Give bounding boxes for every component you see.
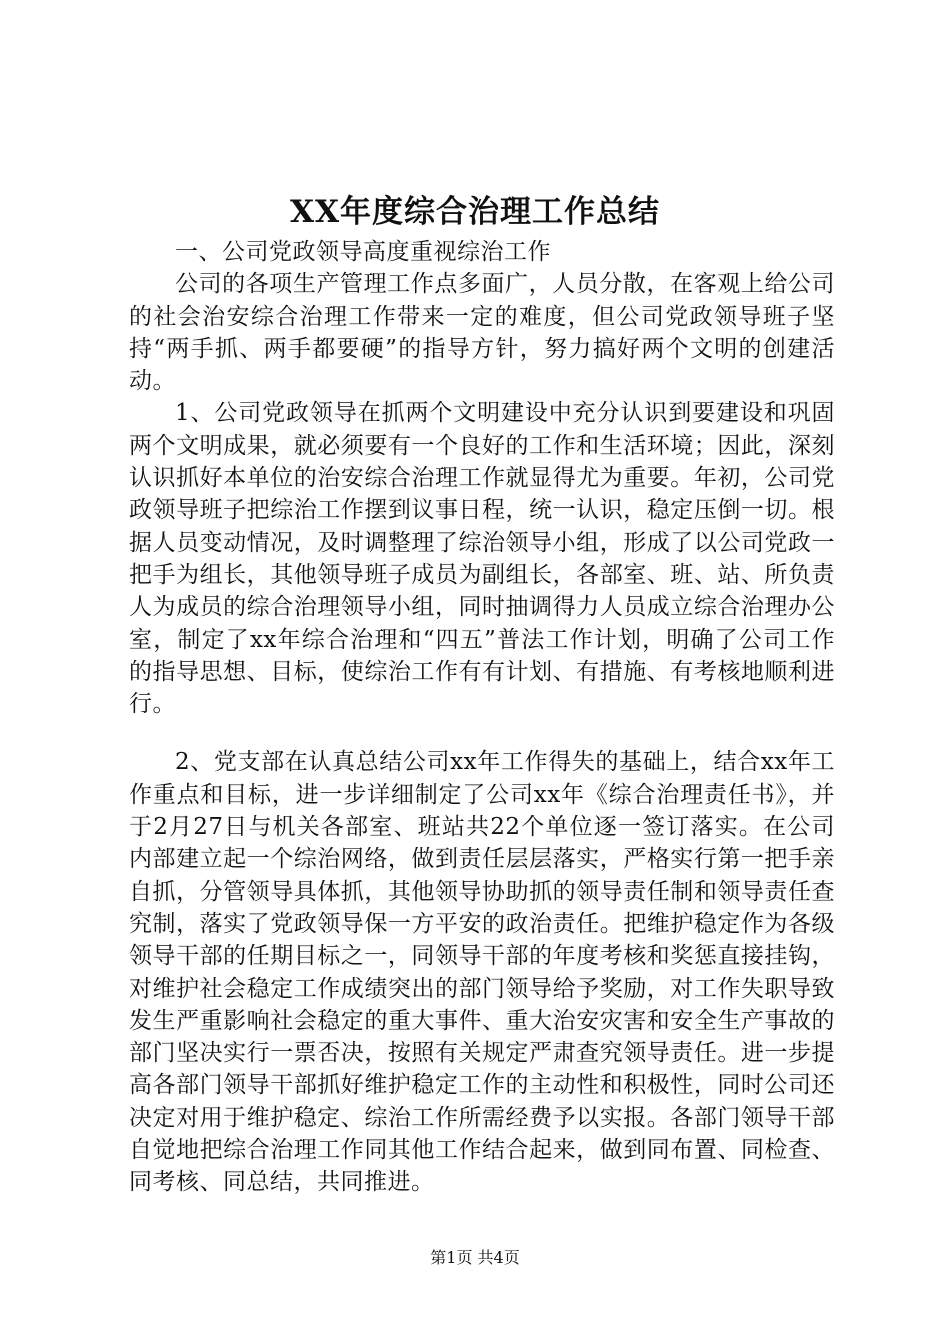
section-heading: 一、公司党政领导高度重视综治工作	[175, 239, 551, 265]
paragraph-item-2: 2、党支部在认真总结公司xx年工作得失的基础上，结合xx年工作重点和目标，进一步详细制定了公司xx年《综合治理责任书》，并于2月27日与机关各部室、班站共22个单位逐一签订落实。在公司内部建立起一个综治网络，做到责任层层落实，严格实行第一把手亲自抓，分管领导具体抓，其他领导协助抓的领导责任制和领导责任查究制，落实了党政领导保一方平安的政治责任。把维护稳定作为各级领导干部的任期目标之一，同领导干部的年度考核和奖惩直接挂钩，对维护社会稳定工作成绩突出的部门领导给予奖励，对工作失职导致发生严重影响社会稳定的重大事件、重大治安灾害和安全生产事故的部门坚决实行一票否决，按照有关规定严肃查究领导责任。进一步提高各部门领导干部抓好维护稳定工作的主动性和积极性，同时公司还决定对用于维护稳定、综治工作所需经费予以实报。各部门领导干部自觉地把综合治理工作同其他工作结合起来，做到同布置、同检查、同考核、同总结，共同推进。	[129, 749, 835, 1196]
paragraph-item-1: 1、公司党政领导在抓两个文明建设中充分认识到要建设和巩固两个文明成果，就必须要有一个良好的工作和生活环境；因此，深刻认识抓好本单位的治安综合治理工作就显得尤为重要。年初，公司党政领导班子把综治工作摆到议事日程，统一认识，稳定压倒一切。根据人员变动情况，及时调整理了综治领导小组，形成了以公司党政一把手为组长，其他领导班子成员为副组长，各部室、班、站、所负责人为成员的综合治理领导小组，同时抽调得力人员成立综合治理办公室，制定了xx年综合治理和“四五”普法工作计划，明确了公司工作的指导思想、目标，使综治工作有有计划、有措施、有考核地顺利进行。	[129, 400, 835, 718]
paragraph-intro: 公司的各项生产管理工作点多面广，人员分散，在客观上给公司的社会治安综合治理工作带来一定的难度，但公司党政领导班子坚持“两手抓、两手都要硬”的指导方针，努力搞好两个文明的创建活动。	[129, 271, 835, 395]
page-footer: 第1页 共4页	[430, 1248, 520, 1267]
document-title: XX年度综合治理工作总结	[289, 194, 661, 230]
document-body	[129, 236, 835, 1199]
